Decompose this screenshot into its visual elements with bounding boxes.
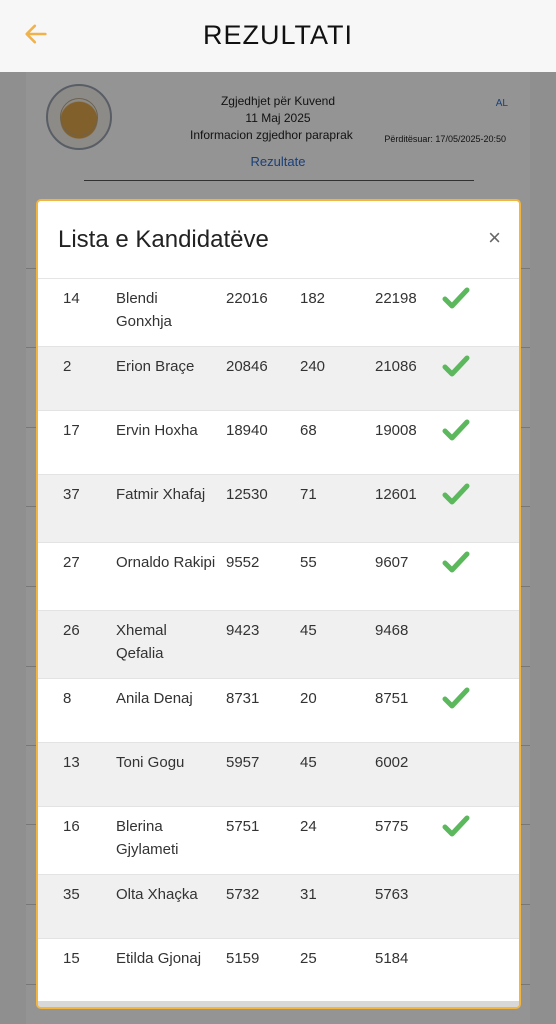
candidate-name: Toni Gogu: [116, 754, 185, 771]
checkmark-icon: [442, 685, 470, 711]
candidate-total: 5184: [375, 950, 409, 967]
candidate-votes-extra: 45: [300, 622, 317, 639]
candidate-name: Xhemal Qefalia: [116, 622, 167, 662]
election-date: 11 Maj 2025: [245, 111, 311, 125]
candidate-votes-extra: 68: [300, 422, 317, 439]
candidate-votes: 18940: [226, 422, 268, 439]
table-row: [38, 543, 519, 611]
candidate-total: 22198: [375, 290, 417, 307]
candidate-name: Olta Xhaçka: [116, 886, 198, 903]
candidate-name: Anila Denaj: [116, 690, 193, 707]
candidate-name: Fatmir Xhafaj: [116, 486, 206, 503]
table-row: [38, 679, 519, 743]
candidate-votes-extra: 182: [300, 290, 326, 307]
checkmark-icon: [442, 417, 470, 443]
checkmark-icon: [442, 285, 470, 311]
modal-header: [38, 201, 519, 279]
candidate-total: 19008: [375, 422, 417, 439]
candidate-total: 12601: [375, 486, 417, 503]
candidate-number: 37: [63, 486, 80, 503]
table-row: [38, 475, 519, 543]
candidate-number: 26: [63, 622, 80, 639]
election-name: Zgjedhjet për Kuvend: [220, 94, 336, 108]
page-title: REZULTATI: [203, 20, 353, 50]
checkmark-icon: [442, 549, 470, 575]
candidate-number: 35: [63, 886, 80, 903]
language-toggle[interactable]: AL: [495, 98, 508, 109]
candidate-votes: 8731: [226, 690, 260, 707]
table-row: [38, 411, 519, 475]
table-row: [38, 743, 519, 807]
candidate-name: Blerina Gjylameti: [116, 818, 179, 858]
candidate-number: 2: [63, 358, 72, 375]
candidate-number: 14: [63, 290, 80, 307]
candidate-votes-extra: 25: [300, 950, 317, 967]
candidate-total: 9468: [375, 622, 409, 639]
candidate-name: Blendi Gonxhja: [116, 290, 172, 330]
candidate-total: 21086: [375, 358, 417, 375]
candidate-votes: 22016: [226, 290, 268, 307]
close-icon[interactable]: ×: [488, 225, 501, 250]
candidate-total: 8751: [375, 690, 409, 707]
candidate-votes-extra: 55: [300, 554, 317, 571]
table-row: [38, 347, 519, 411]
candidates-modal: [36, 199, 521, 1009]
table-row: [38, 279, 519, 347]
table-row: [38, 875, 519, 939]
checkmark-icon: [442, 813, 470, 839]
candidate-votes: 20846: [226, 358, 268, 375]
candidate-votes: 12530: [226, 486, 268, 503]
candidate-number: 13: [63, 754, 80, 771]
candidate-votes-extra: 240: [300, 358, 326, 375]
candidate-votes-extra: 20: [300, 690, 317, 707]
candidate-name: Erion Braçe: [116, 358, 195, 375]
candidate-total: 6002: [375, 754, 409, 771]
candidate-total: 5763: [375, 886, 409, 903]
modal-scroll-edge: [38, 1001, 519, 1007]
candidate-votes-extra: 45: [300, 754, 317, 771]
checkmark-icon: [442, 353, 470, 379]
candidate-votes: 5159: [226, 950, 260, 967]
candidate-name: Ervin Hoxha: [116, 422, 198, 439]
candidate-number: 16: [63, 818, 80, 835]
checkmark-icon: [442, 481, 470, 507]
candidates-list: [38, 279, 519, 1007]
candidate-number: 8: [63, 690, 72, 707]
candidate-votes-extra: 31: [300, 886, 317, 903]
table-row: [38, 807, 519, 875]
candidate-votes: 5732: [226, 886, 260, 903]
candidate-total: 5775: [375, 818, 409, 835]
candidate-number: 17: [63, 422, 80, 439]
election-info: Informacion zgjedhor paraprak: [190, 128, 353, 142]
candidate-number: 27: [63, 554, 80, 571]
table-row: [38, 939, 519, 1007]
candidate-total: 9607: [375, 554, 409, 571]
candidate-name: Ornaldo Rakipi: [116, 554, 216, 571]
modal-title: Lista e Kandidatëve: [58, 226, 269, 253]
last-updated: Përditësuar: 17/05/2025-20:50: [384, 134, 506, 144]
candidate-votes-extra: 71: [300, 486, 317, 503]
candidate-votes-extra: 24: [300, 818, 317, 835]
candidate-name: Etilda Gjonaj: [116, 950, 202, 967]
candidate-votes: 9423: [226, 622, 260, 639]
candidate-votes: 5751: [226, 818, 260, 835]
table-row: [38, 611, 519, 679]
candidate-number: 15: [63, 950, 80, 967]
candidate-votes: 9552: [226, 554, 260, 571]
app-bar: [0, 0, 556, 74]
tab-results[interactable]: Rezultate: [250, 154, 306, 169]
candidate-votes: 5957: [226, 754, 260, 771]
